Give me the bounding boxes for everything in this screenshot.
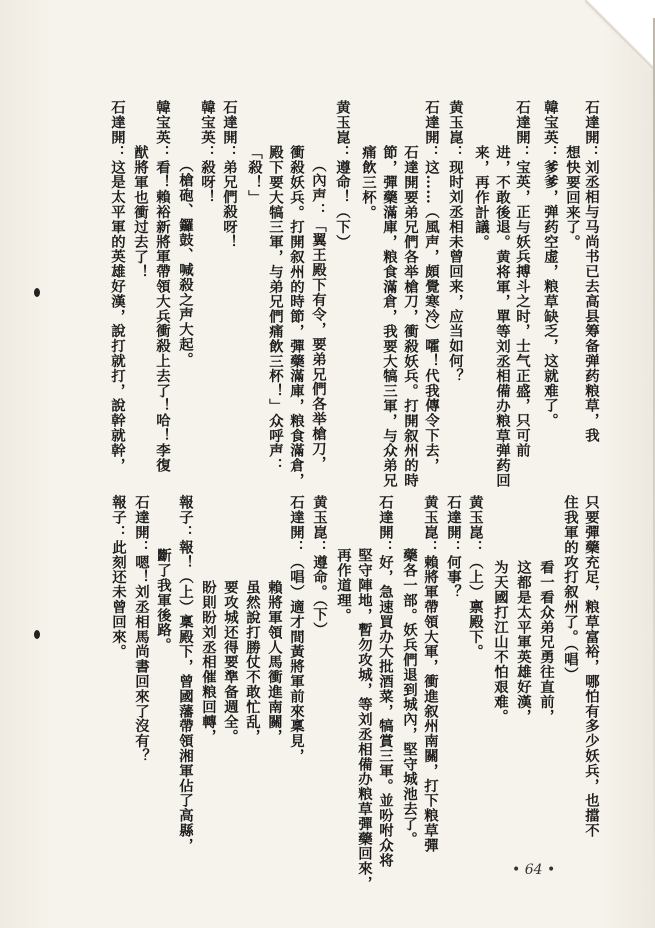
script-line: 黄玉崑：賴將軍帶領大軍，衝進叙州南關，打下粮草彈 <box>422 495 439 853</box>
script-line: 黄玉崑：遵命！（下） <box>334 100 351 250</box>
stage-direction: （內声：「翼王殿下有令，要弟兄們各举槍刀， <box>310 158 327 471</box>
script-line: 報子：報！（上）稟殿下，曾國藩帶領湘軍佔了高縣， <box>177 495 194 853</box>
script-line: 石達開：这……（風声，頗覺寒冷）嚯！代我傳令下去， <box>423 100 440 473</box>
page-corner-fold <box>585 0 655 70</box>
script-line: 想快要回来了。 <box>564 145 581 250</box>
script-line: 石達開要弟兄們各举槍刀，衝殺妖兵。打開叙州的時 <box>402 145 419 488</box>
binding-hole-mark <box>34 630 40 639</box>
script-line: 石達開：弟兄們殺呀！ <box>221 100 238 250</box>
script-line: 石達開：宝英，正与妖兵搏斗之时，士气正盛，只可前 <box>514 100 531 458</box>
verse-line: 盼則盼刘丞相催粮回轉， <box>200 580 217 744</box>
verse-line: 賴將軍領人馬衝進南關， <box>266 580 283 744</box>
script-line: 斷了我軍後路。 <box>155 548 172 653</box>
script-line: 黄玉崑：现时刘丞相未曾回来，应当如何？ <box>447 100 464 384</box>
script-line: 石達開：（唱）適才間黃將軍前來稟見， <box>288 495 305 764</box>
page-number: • 64 • <box>512 862 556 878</box>
verse-line: 虽然說打勝仗不敢忙乱， <box>244 580 261 744</box>
script-line: 節，彈藥滿庫，粮食滿倉，我要大犒三軍，与众弟兄 <box>381 145 398 488</box>
stage-direction: 衝殺妖兵。打開叙州的時節，彈藥滿庫，粮食滿倉， <box>288 145 305 488</box>
script-line: 痛飲三杯。 <box>360 145 377 220</box>
verse-line: 要攻城还得要準备週全。 <box>222 580 239 744</box>
verse-line: 看一看众弟兄勇往直前， <box>538 560 555 724</box>
script-line: 黄玉崑：遵命。（下） <box>311 495 328 637</box>
script-line: 进，不敢後退。黄将軍，單等刘丞相備办粮草弹药回 <box>494 145 511 488</box>
script-line: 石達開：嗯！刘丞相馬尚書回來了沒有？ <box>133 495 150 764</box>
verse-line: 为天國打江山不怕艰难。 <box>492 560 509 724</box>
script-line: 堅守陣地，暫勿攻城，等刘丞相備办粮草彈藥回來， <box>356 548 373 891</box>
script-line: 石達開：好，急速買办大批酒菜，犒賞三軍。並吩咐众将 <box>377 495 394 868</box>
script-line: 韓宝英：看！賴裕新將軍帶領大兵衝殺上去了！哈！李復 <box>154 100 171 473</box>
stage-direction: 殿下要大犒三軍，与弟兄們痛飲三杯！」众呼声： <box>267 145 284 473</box>
binding-hole-mark <box>34 288 40 297</box>
script-line: 韓宝英：爹爹，弹药空虚，粮草缺乏，这就难了。 <box>542 100 559 428</box>
verse-line: 这都是太平軍英雄好漢， <box>515 560 532 724</box>
script-line: 報子：此刻还未曾回來。 <box>110 495 127 659</box>
script-line: 猷將軍也衝过去了！ <box>132 145 149 280</box>
script-line: 藥各一部。妖兵們退到城內，堅守城池去了。 <box>401 548 418 846</box>
script-line: 黄玉崑：（上）禀殿下。 <box>467 495 484 659</box>
script-line: 石達開：这是太平軍的英雄好漢，說打就打，說幹就幹， <box>109 100 126 473</box>
script-line: 韓宝英：殺呀！ <box>199 100 216 205</box>
script-line: 来，再作計議。 <box>473 145 490 250</box>
stage-direction: 「殺！」 <box>246 145 263 205</box>
script-line: 石達開：何事？ <box>445 495 462 600</box>
stage-direction: （槍砲、鑼鼓、喊殺之声大起。 <box>177 158 194 367</box>
script-line: 住我軍的攻打叙州了。（唱） <box>562 495 579 682</box>
script-line: 只要彈藥充足，粮草富裕，哪怕有多少妖兵，也擋不 <box>583 495 600 838</box>
script-line: 石達開：刘丞相与马尚书已去高县筹备弹药粮草，我 <box>583 100 600 443</box>
script-line: 再作道理。 <box>335 548 352 623</box>
